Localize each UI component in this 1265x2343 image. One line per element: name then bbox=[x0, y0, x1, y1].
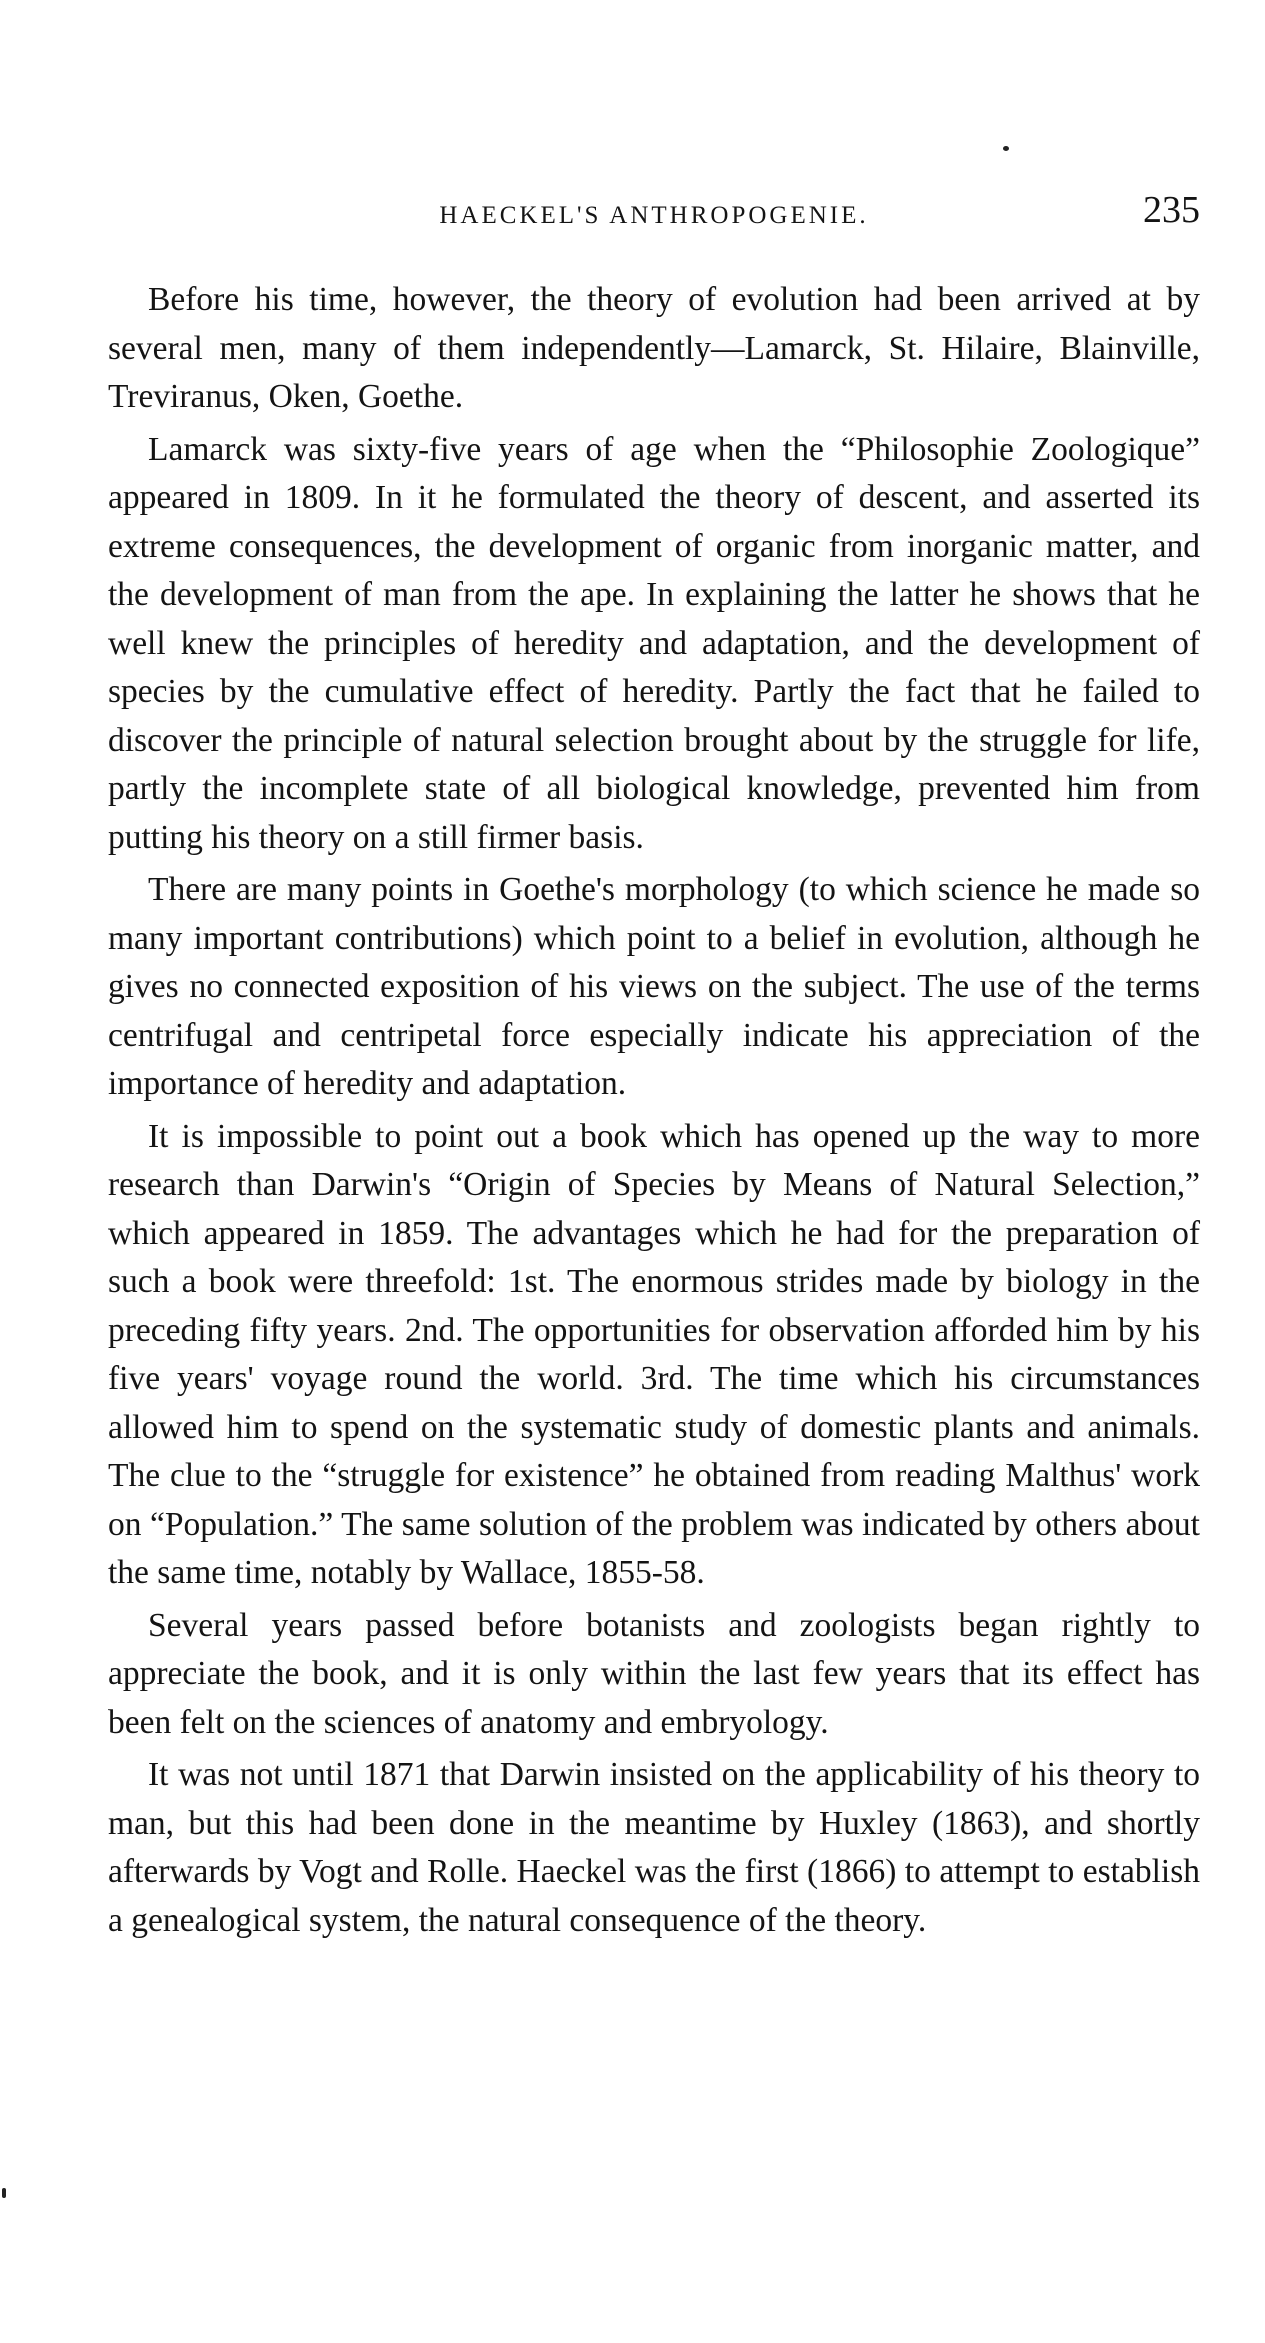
ink-speck-top bbox=[1003, 146, 1009, 151]
paragraph-4: It is impossible to point out a book which has opened up the way to more research than Darwin's “Origin of Species by Means of Natural Selection,” which appeared in 1859. The advantages which he had for the preparation of such a book were threefold: 1st. The enormous strides made by biology in the preceding fifty years. 2nd. The opportunities for observation afforded him by his five years' voyage round the world. 3rd. The time which his circumstances allowed him to spend on the systematic study of domestic plants and animals. The clue to the “struggle for existence” he obtained from reading Malthus' work on “Population.” The same solution of the problem was indicated by others about the same time, notably by Wallace, 1855-58. bbox=[108, 1117, 1200, 1591]
running-title: HAECKEL'S ANTHROPOGENIE. bbox=[439, 202, 869, 229]
page-number: 235 bbox=[1143, 189, 1200, 231]
paragraph-6: It was not until 1871 that Darwin insisted on the applicability of his theory to man, but this had been done in the meantime by Huxley (1863), and shortly afterwards by Vogt and Rolle. Haeckel was the first (1866) to attempt to establish a genealogical system, the natural consequence of the theory. bbox=[108, 1756, 1200, 1939]
paragraph-3: There are many points in Goethe's morphology (to which science he made so many important contributions) which point to a belief in evolution, although he gives no connected exposition of his views on the subject. The use of the terms centrifugal and centripetal force especially indicate his appreciation of the importance of heredity and adaptation. bbox=[108, 871, 1200, 1102]
paragraph-5: Several years passed before botanists and zoologists began rightly to appreciate the book, and it is only within the last few years that its effect has been felt on the sciences of anatomy and embryology. bbox=[108, 1606, 1200, 1741]
body-text bbox=[108, 276, 1200, 1945]
ink-speck-left bbox=[2, 2188, 6, 2198]
paragraph-2: Lamarck was sixty-five years of age when the “Philosophie Zoologique” appeared in 1809. In it he formulated the theory of descent, and asserted its extreme consequences, the development of organic from inorganic matter, and the development of man from the ape. In explaining the latter he shows that he well knew the principles of heredity and adaptation, and the development of species by the cumulative effect of heredity. Partly the fact that he failed to discover the principle of natural selection brought about by the struggle for life, partly the incomplete state of all biological knowledge, prevented him from putting his theory on a still firmer basis. bbox=[108, 430, 1200, 856]
paragraph-1: Before his time, however, the theory of evolution had been arrived at by several men, many of them independently—Lamarck, St. Hilaire, Blainville, Treviranus, Oken, Goethe. bbox=[108, 281, 1200, 415]
book-page bbox=[108, 188, 1200, 1945]
running-head bbox=[108, 188, 1200, 248]
